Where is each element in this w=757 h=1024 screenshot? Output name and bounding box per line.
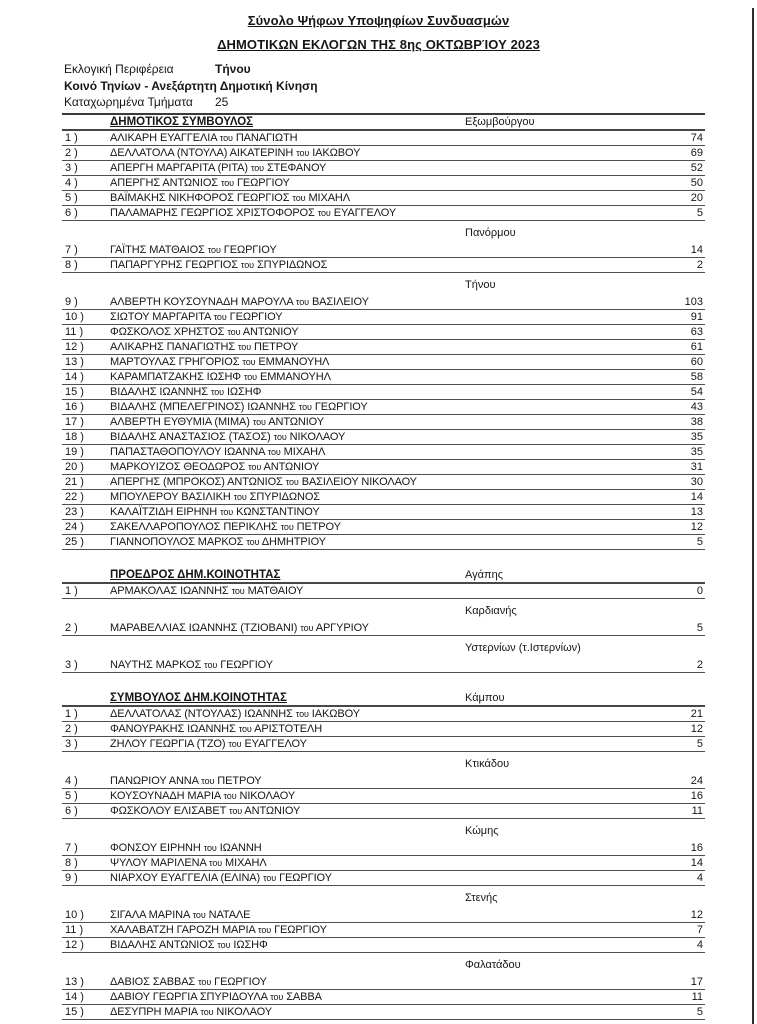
row-number: 18 ) xyxy=(65,430,84,443)
vote-count: 13 xyxy=(690,505,703,518)
region-label: Εκλογική Περιφέρεια xyxy=(64,62,174,76)
vote-count: 2 xyxy=(696,658,703,671)
row-number: 12 ) xyxy=(65,340,84,353)
candidate-row xyxy=(62,161,705,176)
row-number: 11 ) xyxy=(65,923,84,936)
section-header xyxy=(62,568,705,584)
candidate-name: ΠΑΛΑΜΑΡΗΣ ΓΕΩΡΓΙΟΣ ΧΡΙΣΤΟΦΟΡΟΣ του ΕΥΑΓΓΕΛΟΥ xyxy=(110,206,397,219)
candidate-row xyxy=(62,310,705,325)
row-number: 13 ) xyxy=(65,355,84,368)
row-number: 9 ) xyxy=(65,871,78,884)
candidate-name: ΑΡΜΑΚΟΛΑΣ ΙΩΑΝΝΗΣ του ΜΑΤΘΑΙΟΥ xyxy=(110,584,304,597)
candidate-name: ΑΠΕΡΓΗΣ ΑΝΤΩΝΙΟΣ του ΓΕΩΡΓΙΟΥ xyxy=(110,176,290,189)
district-label: Κτικάδου xyxy=(465,757,510,770)
candidate-row xyxy=(62,841,705,856)
candidate-name: ΦΑΝΟΥΡΑΚΗΣ ΙΩΑΝΝΗΣ του ΑΡΙΣΤΟΤΕΛΗ xyxy=(110,722,323,735)
row-number: 3 ) xyxy=(65,737,78,750)
vote-count: 63 xyxy=(690,325,703,338)
candidate-name: ΜΑΡΚΟΥΙΖΟΣ ΘΕΟΔΩΡΟΣ του ΑΝΤΩΝΙΟΥ xyxy=(110,460,320,473)
precincts-row xyxy=(64,94,757,111)
row-number: 11 ) xyxy=(65,325,84,338)
row-number: 8 ) xyxy=(65,856,78,869)
candidate-row xyxy=(62,430,705,445)
office-section xyxy=(62,691,705,1020)
candidate-name: ΑΠΕΡΓΗ ΜΑΡΓΑΡΙΤΑ (ΡΙΤΑ) του ΣΤΕΦΑΝΟΥ xyxy=(110,161,327,174)
row-number: 12 ) xyxy=(65,938,84,951)
district-block xyxy=(62,752,705,774)
candidate-name: ΑΛΙΚΑΡΗΣ ΠΑΝΑΓΙΩΤΗΣ του ΠΕΤΡΟΥ xyxy=(110,340,299,353)
candidate-name: ΠΑΠΑΡΓΥΡΗΣ ΓΕΩΡΓΙΟΣ του ΣΠΥΡΙΔΩΝΟΣ xyxy=(110,258,328,271)
section-header xyxy=(62,115,705,131)
vote-count: 16 xyxy=(690,789,703,802)
candidate-name: ΦΩΣΚΟΛΟΣ ΧΡΗΣΤΟΣ του ΑΝΤΩΝΙΟΥ xyxy=(110,325,299,338)
district-block xyxy=(62,819,705,841)
candidate-name: ΨΥΛΟΥ ΜΑΡΙΛΕΝΑ του ΜΙΧΑΗΛ xyxy=(110,856,267,869)
candidate-row xyxy=(62,258,705,273)
district-block xyxy=(62,636,705,658)
candidate-row xyxy=(62,400,705,415)
district-label: Υστερνίων (τ.Ιστερνίων) xyxy=(465,641,581,654)
candidate-name: ΓΑΪΤΗΣ ΜΑΤΘΑΙΟΣ του ΓΕΩΡΓΙΟΥ xyxy=(110,243,277,256)
row-number: 23 ) xyxy=(65,505,84,518)
vote-count: 14 xyxy=(690,490,703,503)
vote-count: 5 xyxy=(696,1005,703,1018)
section-header xyxy=(62,691,705,707)
row-number: 7 ) xyxy=(65,243,78,256)
candidate-name: ΔΕΛΛΑΤΟΛΑ (ΝΤΟΥΛΑ) ΑΙΚΑΤΕΡΙΝΗ του ΙΑΚΩΒΟΥ xyxy=(110,146,361,159)
region-value: Τήνου xyxy=(215,62,251,76)
district-label: Αγάπης xyxy=(465,568,504,581)
vote-count: 31 xyxy=(690,460,703,473)
candidate-row xyxy=(62,176,705,191)
row-number: 2 ) xyxy=(65,722,78,735)
row-number: 25 ) xyxy=(65,535,84,548)
precincts-value: 25 xyxy=(215,95,229,109)
candidate-row xyxy=(62,975,705,990)
vote-count: 0 xyxy=(696,584,703,597)
row-number: 10 ) xyxy=(65,908,84,921)
candidate-name: ΑΠΕΡΓΗΣ (ΜΠΡΟΚΟΣ) ΑΝΤΩΝΙΟΣ του ΒΑΣΙΛΕΙΟΥ ΝΙΚΟΛΑΟΥ xyxy=(110,475,417,488)
row-number: 6 ) xyxy=(65,804,78,817)
district-label: Εξωμβούργου xyxy=(465,115,535,128)
section-title: ΣΥΜΒΟΥΛΟΣ ΔΗΜ.ΚΟΙΝΟΤΗΤΑΣ xyxy=(110,691,287,704)
candidate-row xyxy=(62,789,705,804)
vote-count: 38 xyxy=(690,415,703,428)
row-number: 21 ) xyxy=(65,475,84,488)
vote-count: 11 xyxy=(691,990,703,1003)
candidate-row xyxy=(62,505,705,520)
candidate-name: ΣΑΚΕΛΛΑΡΟΠΟΥΛΟΣ ΠΕΡΙΚΛΗΣ του ΠΕΤΡΟΥ xyxy=(110,520,341,533)
vote-count: 4 xyxy=(696,938,703,951)
candidate-name: ΠΑΝΩΡΙΟΥ ΑΝΝΑ του ΠΕΤΡΟΥ xyxy=(110,774,262,787)
candidate-name: ΚΟΥΣΟΥΝΑΔΗ ΜΑΡΙΑ του ΝΙΚΟΛΑΟΥ xyxy=(110,789,296,802)
candidate-name: ΒΙΔΑΛΗΣ ΙΩΑΝΝΗΣ του ΙΩΣΗΦ xyxy=(110,385,262,398)
district-block xyxy=(62,221,705,243)
vote-count: 12 xyxy=(690,520,703,533)
vote-count: 5 xyxy=(696,535,703,548)
district-label: Τήνου xyxy=(465,278,496,291)
row-number: 8 ) xyxy=(65,258,78,271)
candidate-row xyxy=(62,131,705,146)
row-number: 9 ) xyxy=(65,295,78,308)
vote-count: 60 xyxy=(690,355,703,368)
candidate-name: ΜΑΡΑΒΕΛΛΙΑΣ ΙΩΑΝΝΗΣ (ΤΖΙΟΒΑΝΙ) του ΑΡΓΥΡΙΟΥ xyxy=(110,621,369,634)
vote-count: 74 xyxy=(690,131,703,144)
row-number: 14 ) xyxy=(65,370,84,383)
vote-count: 54 xyxy=(690,385,703,398)
vote-count: 5 xyxy=(696,737,703,750)
candidate-name: ΣΙΩΤΟΥ ΜΑΡΓΑΡΙΤΑ του ΓΕΩΡΓΙΟΥ xyxy=(110,310,283,323)
vote-count: 17 xyxy=(690,975,703,988)
row-number: 4 ) xyxy=(65,774,78,787)
titles-block xyxy=(0,0,757,54)
candidate-name: ΦΩΣΚΟΛΟΥ ΕΛΙΣΑΒΕΤ του ΑΝΤΩΝΙΟΥ xyxy=(110,804,301,817)
precincts-label: Καταχωρημένα Τμήματα xyxy=(64,95,193,109)
row-number: 19 ) xyxy=(65,445,84,458)
row-number: 15 ) xyxy=(65,385,84,398)
vote-count: 4 xyxy=(696,871,703,884)
row-number: 1 ) xyxy=(65,131,78,144)
document-meta xyxy=(64,61,757,111)
district-block xyxy=(62,953,705,975)
vote-count: 61 xyxy=(690,340,703,353)
candidate-name: ΑΛΙΚΑΡΗ ΕΥΑΓΓΕΛΙΑ του ΠΑΝΑΓΙΩΤΗ xyxy=(110,131,298,144)
page-title: Σύνολο Ψήφων Υποψηφίων Συνδυασμών xyxy=(247,13,510,28)
candidate-name: ΔΑΒΙΟΥ ΓΕΩΡΓΙΑ ΣΠΥΡΙΔΟΥΛΑ του ΣΑΒΒΑ xyxy=(110,990,322,1003)
vote-count: 5 xyxy=(696,206,703,219)
candidate-row xyxy=(62,490,705,505)
candidate-row xyxy=(62,475,705,490)
candidate-name: ΝΙΑΡΧΟΥ ΕΥΑΓΓΕΛΙΑ (ΕΛΙΝΑ) του ΓΕΩΡΓΙΟΥ xyxy=(110,871,332,884)
candidate-name: ΜΑΡΤΟΥΛΑΣ ΓΡΗΓΟΡΙΟΣ του ΕΜΜΑΝΟΥΗΛ xyxy=(110,355,330,368)
candidate-row xyxy=(62,340,705,355)
section-title: ΠΡΟΕΔΡΟΣ ΔΗΜ.ΚΟΙΝΟΤΗΤΑΣ xyxy=(110,568,281,581)
vote-count: 50 xyxy=(690,176,703,189)
candidate-row xyxy=(62,370,705,385)
row-number: 15 ) xyxy=(65,1005,84,1018)
candidate-row xyxy=(62,707,705,722)
row-number: 20 ) xyxy=(65,460,84,473)
candidate-name: ΠΑΠΑΣΤΑΘΟΠΟΥΛΟΥ ΙΩΑΝΝΑ του ΜΙΧΑΗΛ xyxy=(110,445,326,458)
row-number: 3 ) xyxy=(65,161,78,174)
candidate-row xyxy=(62,206,705,221)
district-block xyxy=(62,599,705,621)
district-label: Κώμης xyxy=(465,824,499,837)
candidate-row xyxy=(62,191,705,206)
candidate-row xyxy=(62,520,705,535)
candidate-name: ΦΟΝΣΟΥ ΕΙΡΗΝΗ του ΙΩΑΝΝΗ xyxy=(110,841,262,854)
candidate-row xyxy=(62,856,705,871)
candidate-row xyxy=(62,460,705,475)
vote-count: 91 xyxy=(690,310,703,323)
candidate-row xyxy=(62,1005,705,1020)
section-title: ΔΗΜΟΤΙΚΟΣ ΣΥΜΒΟΥΛΟΣ xyxy=(110,115,254,128)
scan-edge-line xyxy=(752,8,754,1024)
candidate-name: ΒΙΔΑΛΗΣ ΑΝΤΩΝΙΟΣ του ΙΩΣΗΦ xyxy=(110,938,268,951)
candidate-name: ΔΑΒΙΟΣ ΣΑΒΒΑΣ του ΓΕΩΡΓΙΟΥ xyxy=(110,975,267,988)
row-number: 2 ) xyxy=(65,621,78,634)
vote-count: 14 xyxy=(690,243,703,256)
row-number: 17 ) xyxy=(65,415,84,428)
candidate-row xyxy=(62,774,705,789)
row-number: 6 ) xyxy=(65,206,78,219)
candidate-name: ΣΙΓΑΛΑ ΜΑΡΙΝΑ του ΝΑΤΑΛΕ xyxy=(110,908,251,921)
district-block xyxy=(62,273,705,295)
vote-count: 5 xyxy=(696,621,703,634)
vote-count: 52 xyxy=(690,161,703,174)
candidate-name: ΚΑΛΑΪΤΖΙΔΗ ΕΙΡΗΝΗ του ΚΩΝΣΤΑΝΤΙΝΟΥ xyxy=(110,505,320,518)
office-section xyxy=(62,115,705,550)
vote-count: 12 xyxy=(690,722,703,735)
page-subtitle: ΔΗΜΟΤΙΚΩΝ ΕΚΛΟΓΩΝ ΤΗΣ 8ης ΟΚΤΩΒΡΊΟΥ 2023 xyxy=(217,37,540,52)
vote-count: 30 xyxy=(690,475,703,488)
candidate-row xyxy=(62,243,705,258)
candidate-name: ΑΛΒΕΡΤΗ ΚΟΥΣΟΥΝΑΔΗ ΜΑΡΟΥΛΑ του ΒΑΣΙΛΕΙΟΥ xyxy=(110,295,369,308)
party-name: Κοινό Τηνίων - Ανεξάρτητη Δημοτική Κίνηση xyxy=(64,78,318,93)
row-number: 16 ) xyxy=(65,400,84,413)
candidate-row xyxy=(62,658,705,673)
vote-count: 20 xyxy=(690,191,703,204)
vote-count: 21 xyxy=(690,707,703,720)
candidate-name: ΔΕΣΥΠΡΗ ΜΑΡΙΑ του ΝΙΚΟΛΑΟΥ xyxy=(110,1005,272,1018)
candidate-name: ΝΑΥΤΗΣ ΜΑΡΚΟΣ του ΓΕΩΡΓΙΟΥ xyxy=(110,658,273,671)
candidate-name: ΔΕΛΛΑΤΟΛΑΣ (ΝΤΟΥΛΑΣ) ΙΩΑΝΝΗΣ του ΙΑΚΩΒΟΥ xyxy=(110,707,360,720)
candidate-name: ΜΠΟΥΛΕΡΟΥ ΒΑΣΙΛΙΚΗ του ΣΠΥΡΙΔΩΝΟΣ xyxy=(110,490,320,503)
vote-count: 7 xyxy=(696,923,703,936)
vote-count: 24 xyxy=(690,774,703,787)
candidate-row xyxy=(62,737,705,752)
candidate-name: ΒΑΪΜΑΚΗΣ ΝΙΚΗΦΟΡΟΣ ΓΕΩΡΓΙΟΣ του ΜΙΧΑΗΛ xyxy=(110,191,351,204)
vote-count: 43 xyxy=(690,400,703,413)
vote-count: 69 xyxy=(690,146,703,159)
row-number: 5 ) xyxy=(65,191,78,204)
vote-count: 35 xyxy=(690,430,703,443)
candidate-name: ΒΙΔΑΛΗΣ ΑΝΑΣΤΑΣΙΟΣ (ΤΑΣΟΣ) του ΝΙΚΟΛΑΟΥ xyxy=(110,430,346,443)
vote-count: 16 xyxy=(690,841,703,854)
candidate-name: ΖΗΛΟΥ ΓΕΩΡΓΙΑ (ΤΖΟ) του ΕΥΑΓΓΕΛΟΥ xyxy=(110,737,307,750)
district-label: Πανόρμου xyxy=(465,226,516,239)
row-number: 5 ) xyxy=(65,789,78,802)
candidate-row xyxy=(62,445,705,460)
vote-count: 58 xyxy=(690,370,703,383)
row-number: 4 ) xyxy=(65,176,78,189)
region-row xyxy=(64,61,757,78)
candidate-row xyxy=(62,908,705,923)
candidate-name: ΓΙΑΝΝΟΠΟΥΛΟΣ ΜΑΡΚΟΣ του ΔΗΜΗΤΡΙΟΥ xyxy=(110,535,326,548)
vote-count: 12 xyxy=(690,908,703,921)
vote-count: 11 xyxy=(691,804,703,817)
row-number: 2 ) xyxy=(65,146,78,159)
row-number: 10 ) xyxy=(65,310,84,323)
candidate-row xyxy=(62,990,705,1005)
candidate-row xyxy=(62,938,705,953)
district-label: Κάμπου xyxy=(465,691,505,704)
row-number: 13 ) xyxy=(65,975,84,988)
row-number: 22 ) xyxy=(65,490,84,503)
candidate-row xyxy=(62,923,705,938)
candidate-row xyxy=(62,325,705,340)
vote-count: 2 xyxy=(696,258,703,271)
vote-count: 14 xyxy=(690,856,703,869)
candidate-row xyxy=(62,621,705,636)
vote-count: 103 xyxy=(684,295,703,308)
row-number: 1 ) xyxy=(65,707,78,720)
candidate-name: ΒΙΔΑΛΗΣ (ΜΠΕΛΕΓΡΙΝΟΣ) ΙΩΑΝΝΗΣ του ΓΕΩΡΓΙΟΥ xyxy=(110,400,368,413)
row-number: 1 ) xyxy=(65,584,78,597)
candidate-row xyxy=(62,385,705,400)
candidate-name: ΚΑΡΑΜΠΑΤΖΑΚΗΣ ΙΩΣΗΦ του ΕΜΜΑΝΟΥΗΛ xyxy=(110,370,331,383)
candidate-row xyxy=(62,355,705,370)
district-block xyxy=(62,886,705,908)
vote-count: 35 xyxy=(690,445,703,458)
candidate-row xyxy=(62,871,705,886)
candidate-row xyxy=(62,146,705,161)
candidate-row xyxy=(62,535,705,550)
candidate-row xyxy=(62,722,705,737)
row-number: 14 ) xyxy=(65,990,84,1003)
district-label: Στενής xyxy=(465,891,498,904)
district-label: Καρδιανής xyxy=(465,604,517,617)
candidate-row xyxy=(62,584,705,599)
district-label: Φαλατάδου xyxy=(465,958,521,971)
row-number: 3 ) xyxy=(65,658,78,671)
row-number: 7 ) xyxy=(65,841,78,854)
candidate-row xyxy=(62,415,705,430)
results-table xyxy=(62,113,705,1020)
candidate-name: ΑΛΒΕΡΤΗ ΕΥΘΥΜΙΑ (ΜΙΜΑ) του ΑΝΤΩΝΙΟΥ xyxy=(110,415,325,428)
candidate-name: ΧΑΛΑΒΑΤΖΗ ΓΑΡΟΖΗ ΜΑΡΙΑ του ΓΕΩΡΓΙΟΥ xyxy=(110,923,327,936)
office-section xyxy=(62,568,705,673)
candidate-row xyxy=(62,295,705,310)
candidate-row xyxy=(62,804,705,819)
row-number: 24 ) xyxy=(65,520,84,533)
